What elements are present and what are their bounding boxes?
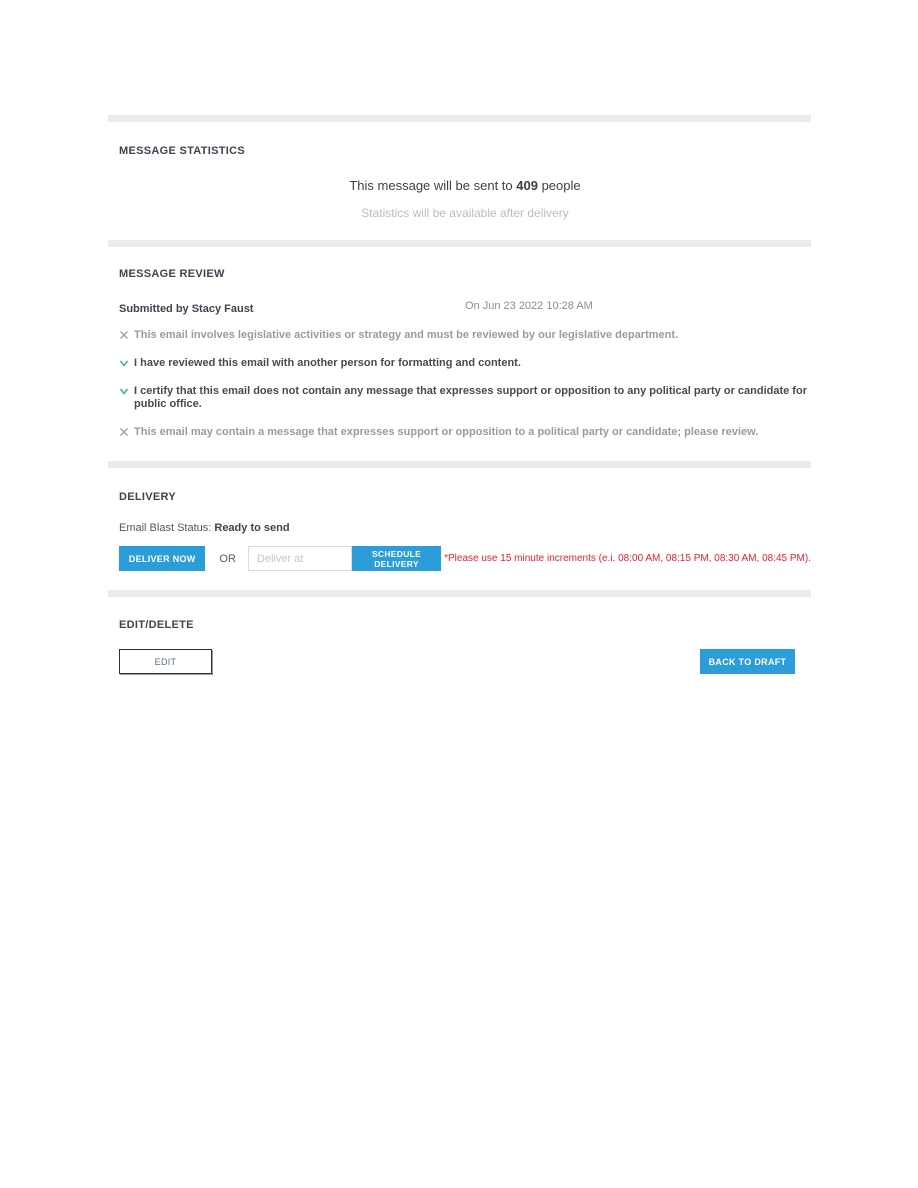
check-icon	[119, 385, 129, 396]
schedule-delivery-button[interactable]: SCHEDULE DELIVERY	[352, 546, 441, 571]
message-statistics-title: MESSAGE STATISTICS	[119, 145, 246, 157]
submitted-by-label: Submitted by Stacy Faust	[119, 303, 254, 315]
review-item	[119, 385, 811, 411]
or-separator-label: OR	[219, 552, 236, 565]
x-icon	[119, 329, 129, 340]
deliver-at-input[interactable]	[248, 546, 352, 571]
page-content	[108, 0, 811, 674]
message-review-title: MESSAGE REVIEW	[119, 268, 225, 280]
statistics-availability-note: Statistics will be available after delivery	[361, 206, 569, 220]
section-divider	[108, 590, 811, 597]
review-item-text: This email may contain a message that expresses support or opposition to a political party or candidate; please review.	[134, 426, 759, 438]
submitted-row	[119, 299, 811, 315]
back-to-draft-button[interactable]: BACK TO DRAFT	[700, 649, 795, 674]
section-divider	[108, 461, 811, 468]
section-message-statistics	[108, 145, 811, 220]
status-value: Ready to send	[214, 522, 290, 534]
review-item-text: This email involves legislative activities or strategy and must be reviewed by our legislative department.	[134, 329, 679, 341]
section-message-review	[108, 268, 811, 439]
check-icon	[119, 357, 129, 368]
delivery-title: DELIVERY	[119, 491, 177, 503]
review-item-text: I have reviewed this email with another person for formatting and content.	[134, 357, 521, 369]
sent-count-line	[119, 178, 811, 193]
review-item	[119, 357, 811, 370]
review-checklist	[119, 329, 811, 439]
section-edit-delete	[108, 619, 811, 674]
x-icon	[119, 426, 129, 437]
review-item-text: I certify that this email does not contain any message that expresses support or opposition to any political party or candidate for public office.	[134, 385, 807, 410]
section-divider	[108, 240, 811, 247]
section-delivery	[108, 491, 811, 571]
edit-button[interactable]: EDIT	[119, 649, 212, 674]
sent-count-prefix: This message will be sent to	[349, 178, 517, 193]
sent-count-suffix: people	[537, 178, 581, 193]
edit-delete-title: EDIT/DELETE	[119, 619, 194, 631]
sent-count-value: 409	[516, 178, 538, 193]
deliver-now-button[interactable]: DELIVER NOW	[119, 546, 205, 571]
email-blast-status-line	[119, 522, 811, 534]
increment-warning-note: *Please use 15 minute increments (e.i. 08:00 AM, 08:15 PM, 08:30 AM, 08:45 PM).	[444, 553, 811, 564]
edit-buttons-row	[119, 649, 811, 674]
delivery-controls-row	[119, 546, 811, 571]
review-item	[119, 426, 811, 439]
status-label: Email Blast Status:	[119, 522, 215, 534]
review-item	[119, 329, 811, 342]
submitted-on-timestamp: On Jun 23 2022 10:28 AM	[465, 300, 593, 312]
section-divider	[108, 115, 811, 122]
